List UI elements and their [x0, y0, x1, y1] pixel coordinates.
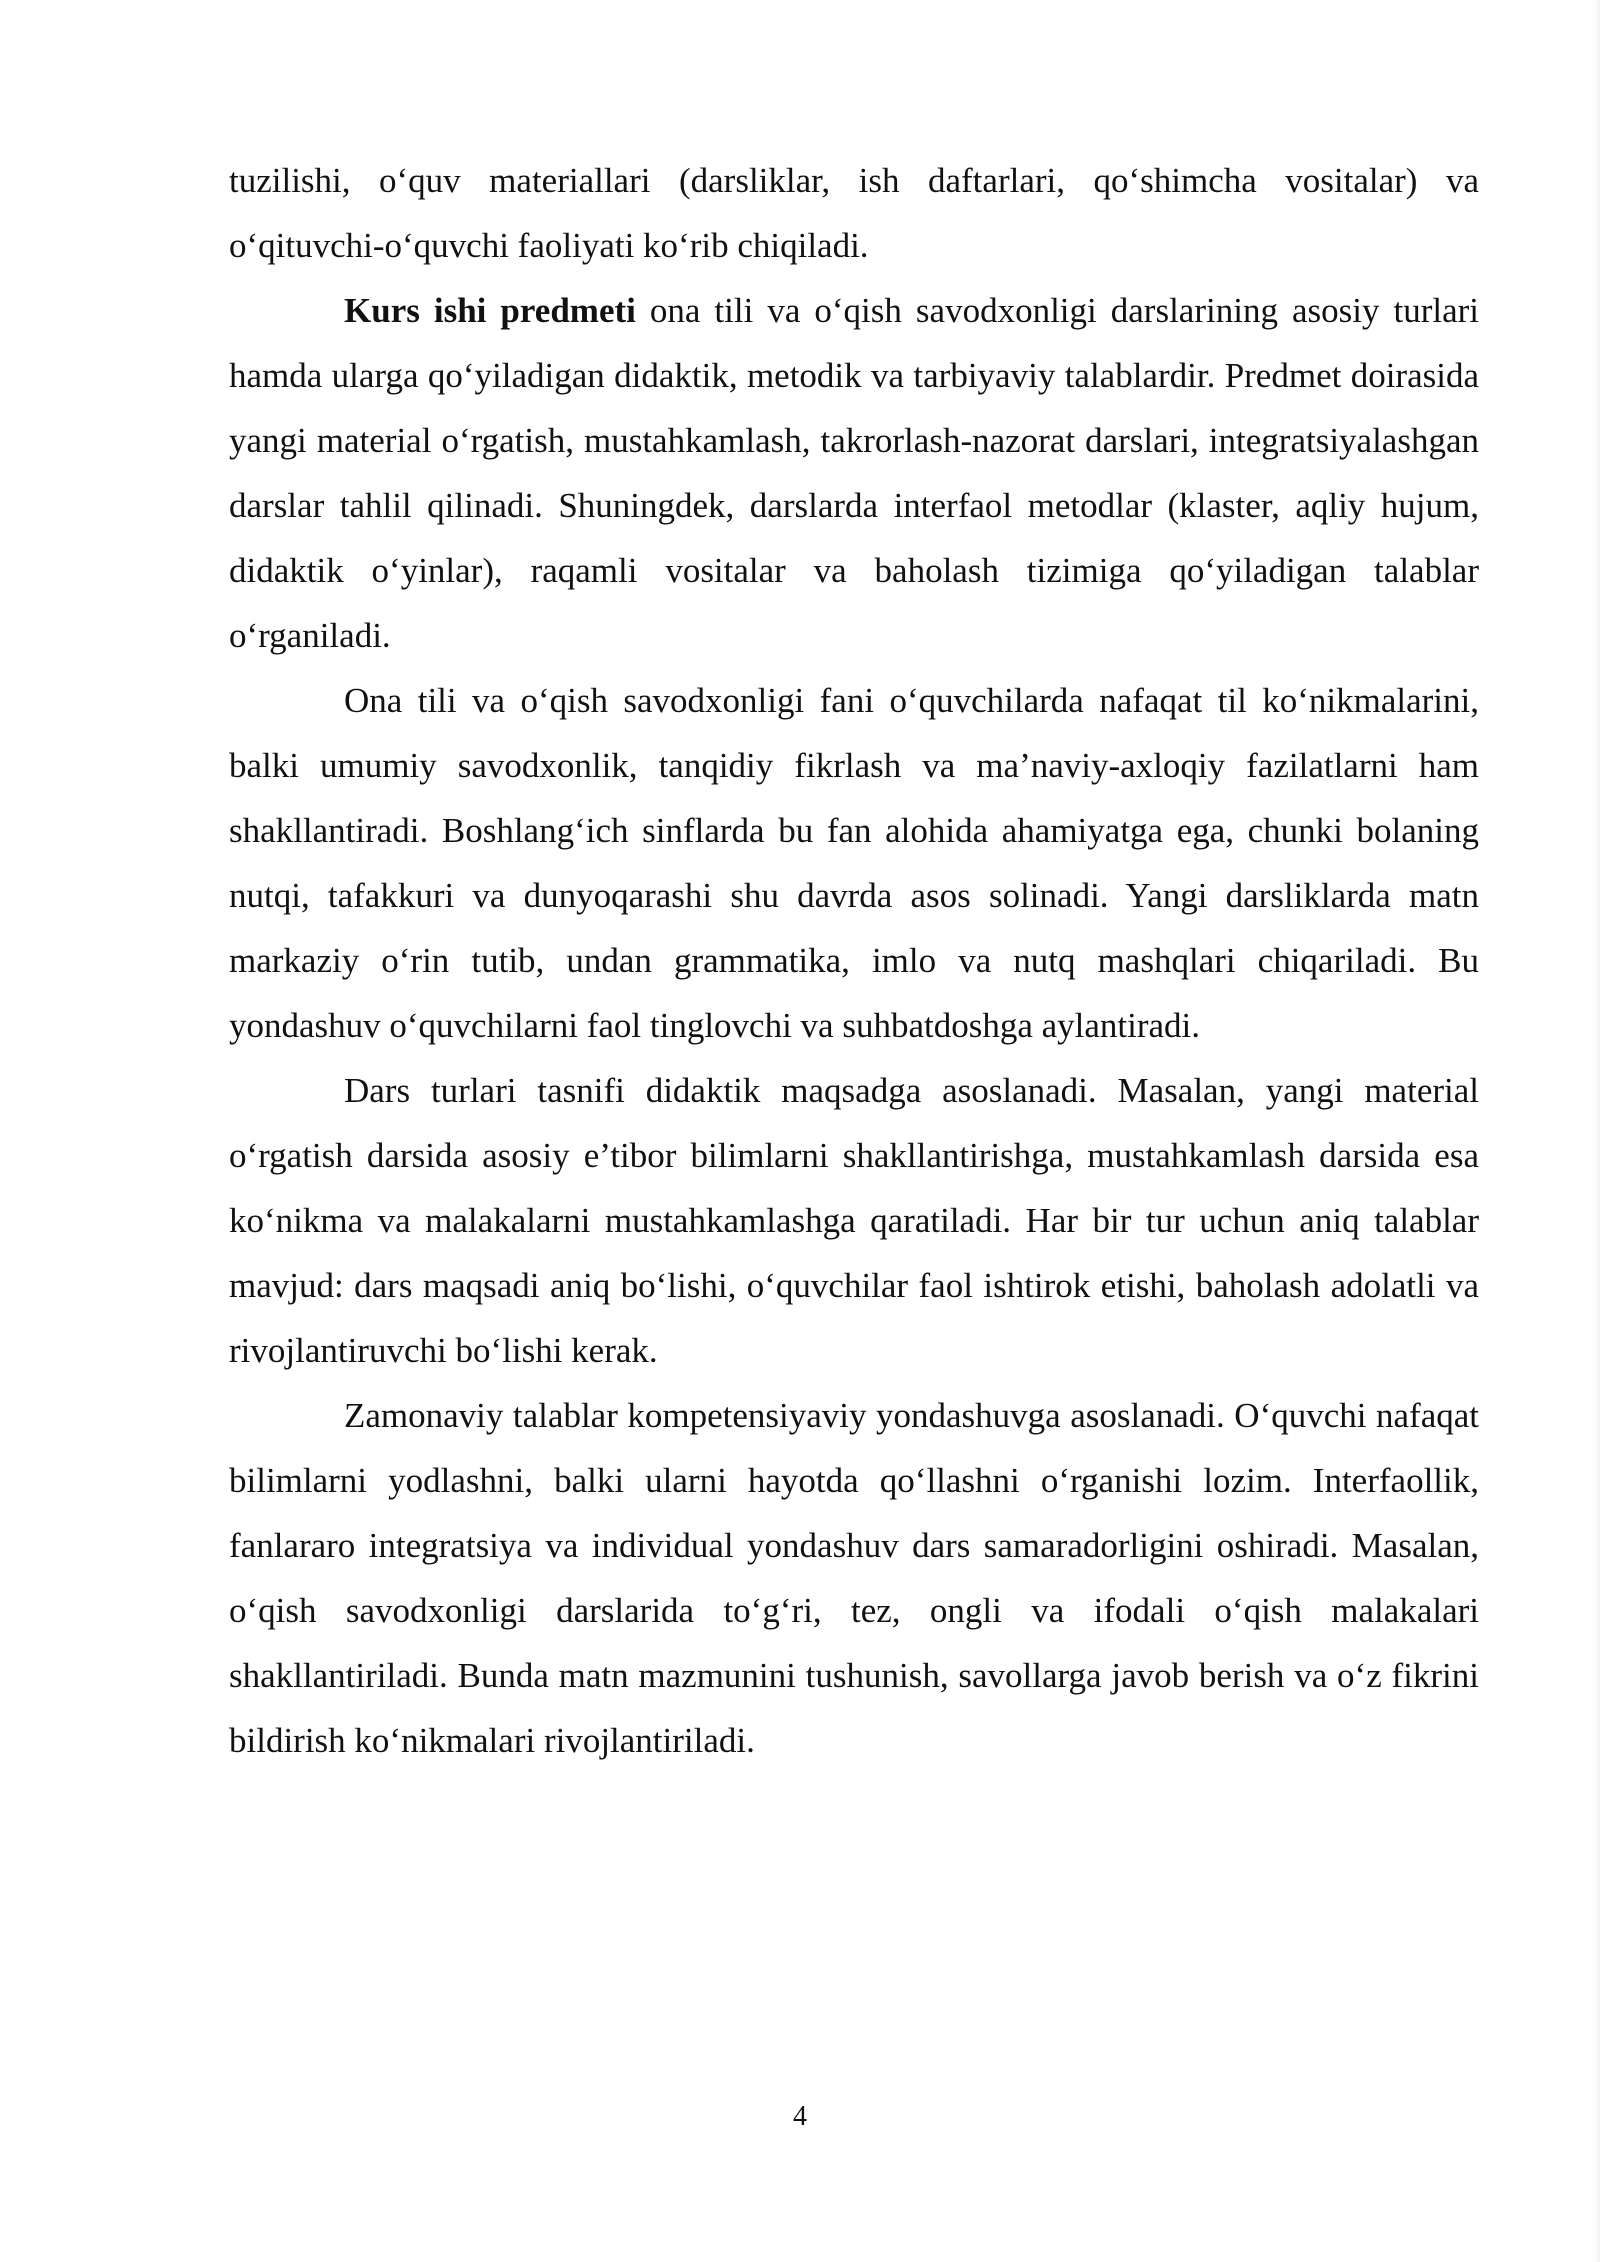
paragraph-text: tuzilishi, o‘quv materiallari (darsliklar, ish daftarlari, qo‘shimcha vositalar) va o‘qituvchi-o‘quvchi faoliyati ko‘rib chiqiladi.	[229, 161, 1479, 265]
page-edge-shadow	[1594, 0, 1600, 2262]
body-text	[229, 148, 1479, 1773]
paragraph-continuation	[229, 148, 1479, 278]
paragraph-lead-bold: Kurs ishi predmeti	[344, 291, 636, 330]
paragraph-text: Dars turlari tasnifi didaktik maqsadga asoslanadi. Masalan, yangi material o‘rgatish darsida asosiy e’tibor bilimlarni shakllantirishga, mustahkamlash darsida esa ko‘nikma va malakalarni mustahkamlashga qaratiladi. Har bir tur uchun aniq talablar mavjud: dars maqsadi aniq bo‘lishi, o‘quvchilar faol ishtirok etishi, baholash adolatli va rivojlantiruvchi bo‘lishi kerak.	[229, 1071, 1479, 1370]
paragraph-modern-requirements	[229, 1383, 1479, 1773]
paragraph-text: Zamonaviy talablar kompetensiyaviy yondashuvga asoslanadi. O‘quvchi nafaqat bilimlarni yodlashni, balki ularni hayotda qo‘llashni o‘rganishi lozim. Interfaollik, fanlararo integratsiya va individual yondashuv dars samaradorligini oshiradi. Masalan, o‘qish savodxonligi darslarida to‘g‘ri, tez, ongli va ifodali o‘qish malakalari shakllantiriladi. Bunda matn mazmunini tushunish, savollarga javob berish va o‘z fikrini bildirish ko‘nikmalari rivojlantiriladi.	[229, 1396, 1479, 1760]
paragraph-course-subject	[229, 278, 1479, 668]
paragraph-text: ona tili va o‘qish savodxonligi darslarining asosiy turlari hamda ularga qo‘yiladigan didaktik, metodik va tarbiyaviy talablardir. Predmet doirasida yangi material o‘rgatish, mustahkamlash, takrorlash-nazorat darslari, integratsiyalashgan darslar tahlil qilinadi. Shuningdek, darslarda interfaol metodlar (klaster, aqliy hujum, didaktik o‘yinlar), raqamli vositalar va baholash tizimiga qo‘yiladigan talablar o‘rganiladi.	[229, 291, 1479, 655]
page-number: 4	[793, 2101, 807, 2132]
paragraph-text: Ona tili va o‘qish savodxonligi fani o‘quvchilarda nafaqat til ko‘nikmalarini, balki umumiy savodxonlik, tanqidiy fikrlash va ma’naviy-axloqiy fazilatlarni ham shakllantiradi. Boshlang‘ich sinflarda bu fan alohida ahamiyatga ega, chunki bolaning nutqi, tafakkuri va dunyoqarashi shu davrda asos solinadi. Yangi darsliklarda matn markaziy o‘rin tutib, undan grammatika, imlo va nutq mashqlari chiqariladi. Bu yondashuv o‘quvchilarni faol tinglovchi va suhbatdoshga aylantiradi.	[229, 681, 1479, 1045]
paragraph-subject-importance	[229, 668, 1479, 1058]
paragraph-lesson-types	[229, 1058, 1479, 1383]
